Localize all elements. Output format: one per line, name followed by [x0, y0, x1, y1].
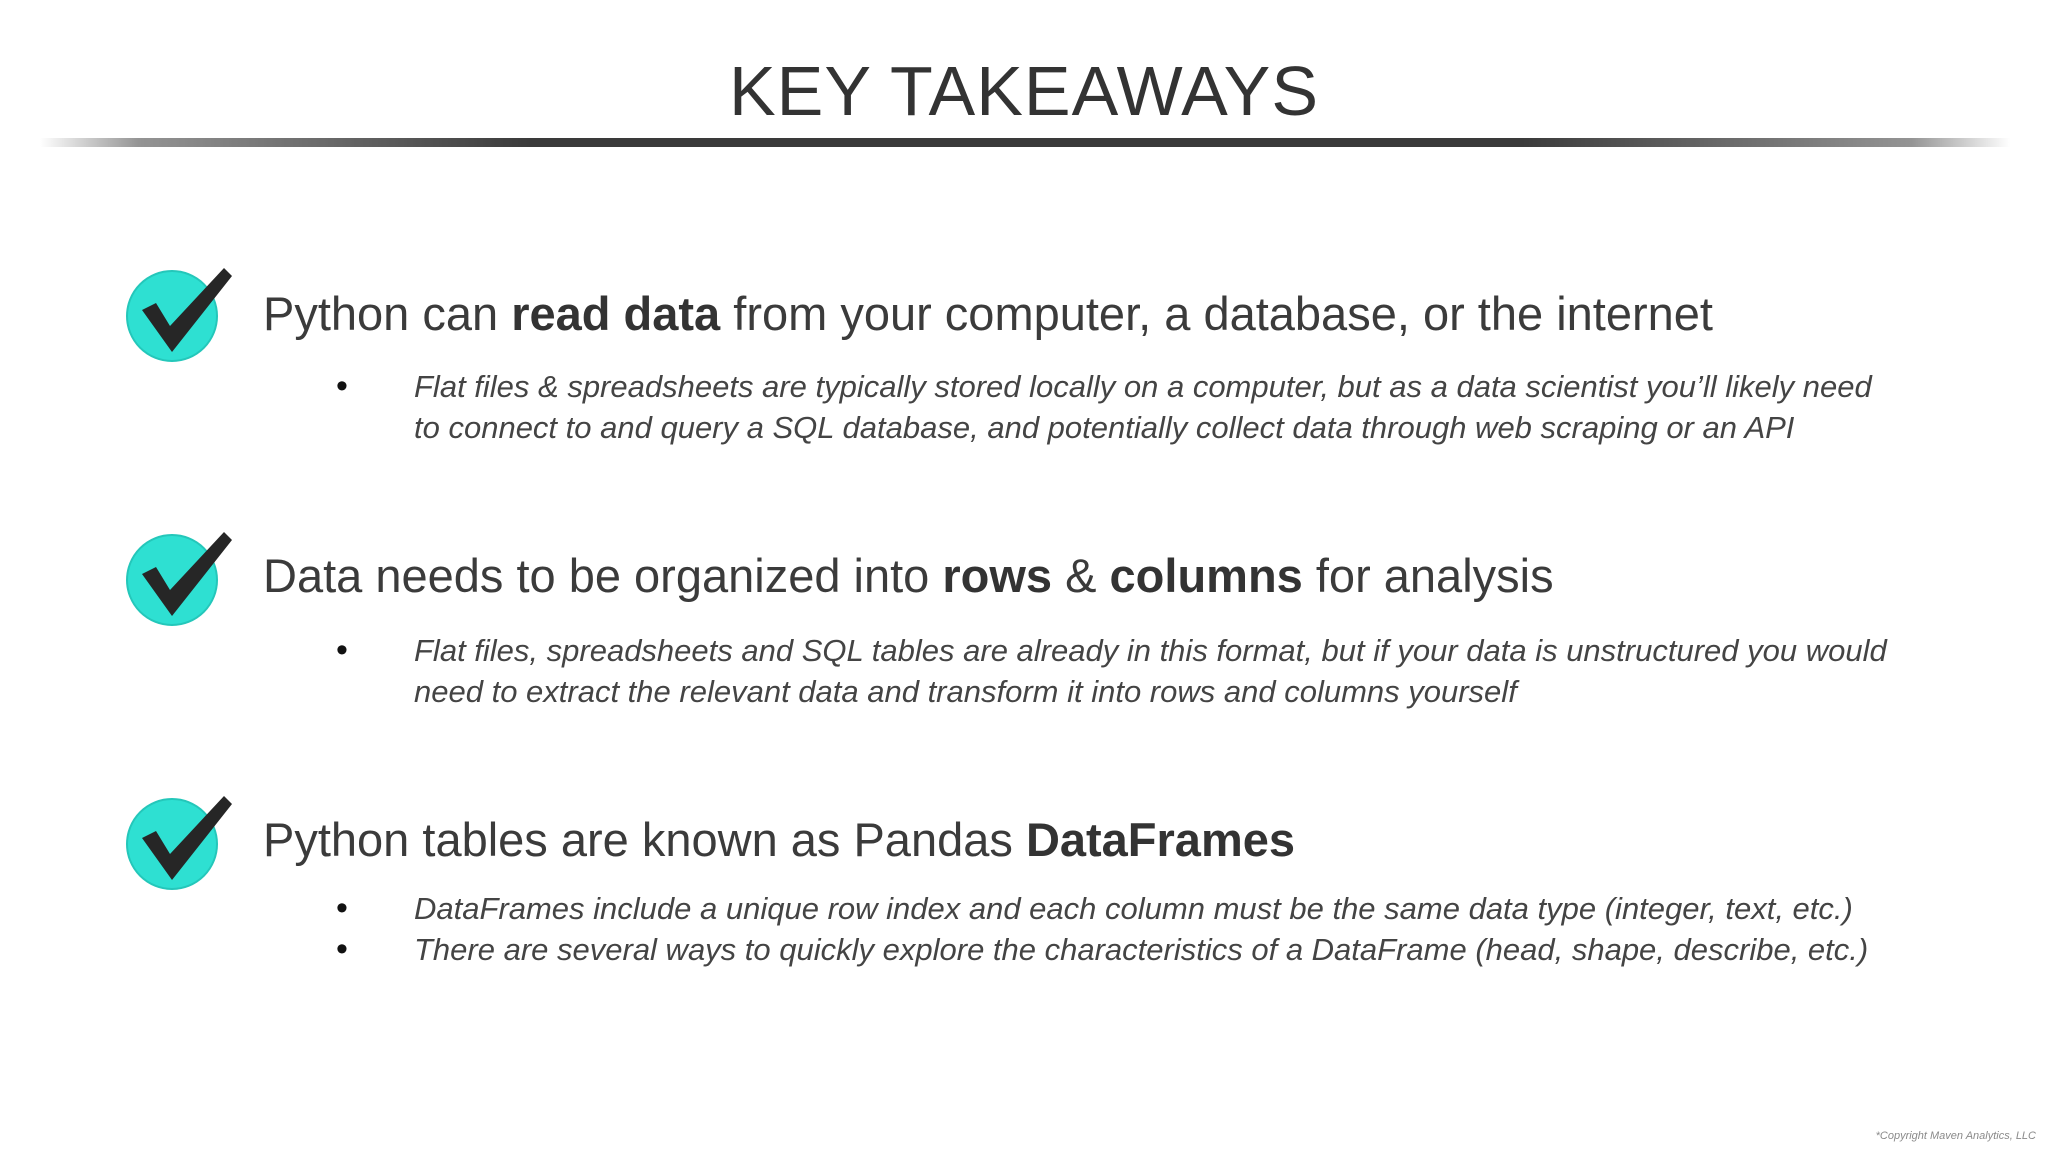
check-icon [126, 266, 238, 368]
bullet-text: Flat files & spreadsheets are typically stored locally on a computer, but as a data scientist you’ll likely need to connect to and query a SQL database, and potentially collect data through web scraping or an API [414, 369, 1872, 445]
bullet-text: Flat files, spreadsheets and SQL tables are already in this format, but if your data is unstructured you would need to extract the relevant data and transform it into rows and columns yourself [414, 633, 1887, 709]
bullet-dot: • [336, 631, 348, 669]
copyright-note: *Copyright Maven Analytics, LLC [1875, 1130, 2036, 1142]
takeaway-bullets [0, 888, 2048, 970]
bullet-item [0, 888, 2048, 929]
takeaway-heading: Python can read data from your computer, a database, or the internet [263, 287, 1713, 340]
takeaway-bullets [0, 630, 2048, 712]
bullet-text: There are several ways to quickly explore the characteristics of a DataFrame (head, shape, describe, etc.) [414, 932, 1869, 967]
bullet-dot: • [336, 930, 348, 968]
slide-title: KEY TAKEAWAYS [728, 52, 1320, 130]
check-icon [126, 530, 238, 632]
bullet-dot: • [336, 367, 348, 405]
bullet-item [0, 366, 2048, 448]
takeaway-heading: Data needs to be organized into rows & columns for analysis [263, 549, 1554, 602]
bullet-item [0, 929, 2048, 970]
bullet-text: DataFrames include a unique row index and each column must be the same data type (integer, text, etc.) [414, 891, 1853, 926]
bullet-dot: • [336, 889, 348, 927]
takeaway-heading: Python tables are known as Pandas DataFrames [263, 813, 1296, 866]
title-divider [40, 138, 2010, 147]
bullet-item [0, 630, 2048, 712]
check-icon [126, 794, 238, 896]
takeaway-bullets [0, 366, 2048, 448]
